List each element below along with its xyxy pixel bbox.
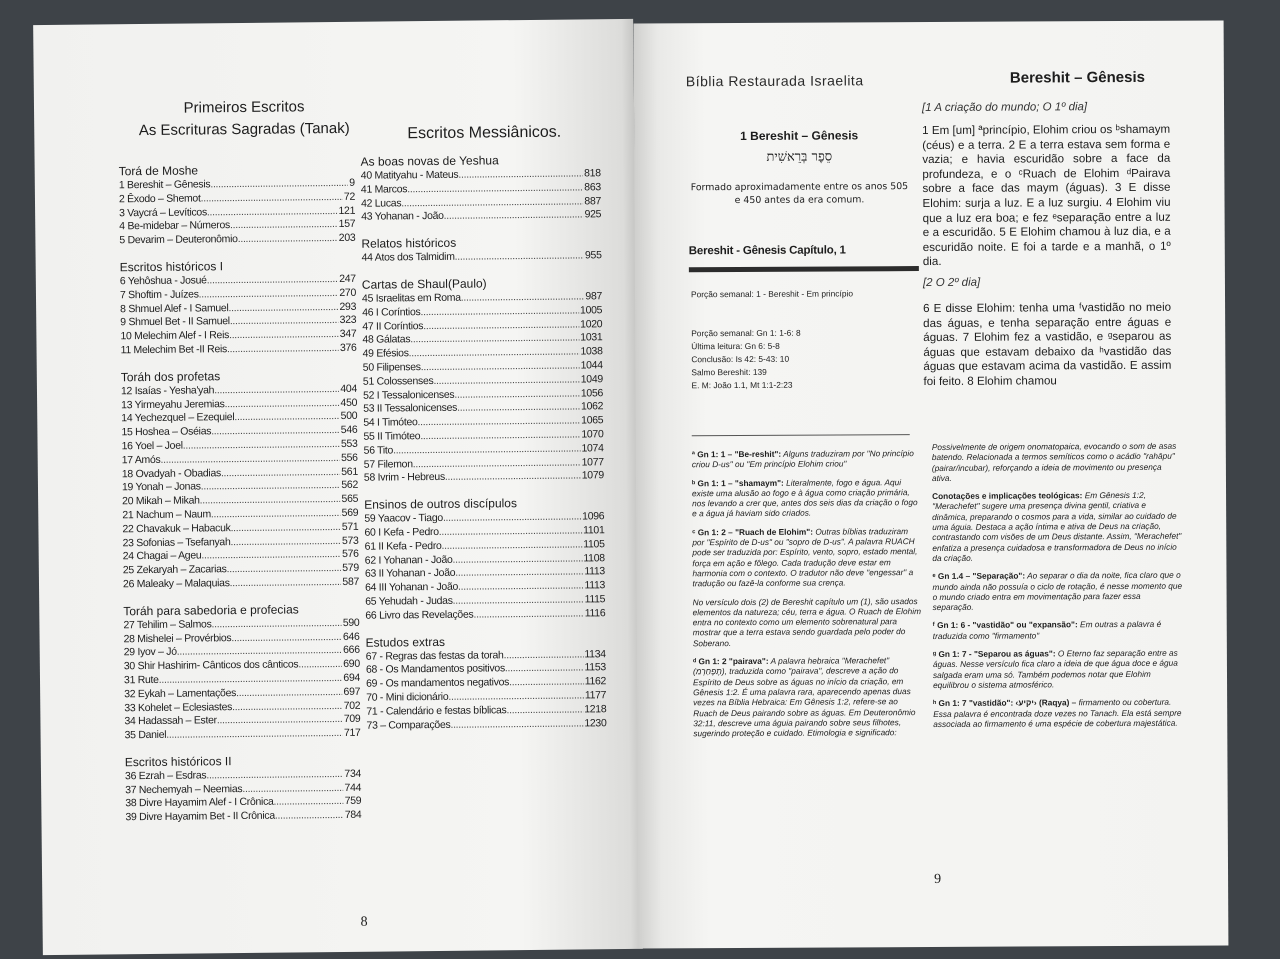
toc-entry bbox=[364, 470, 604, 486]
toc-entry-page: 646 bbox=[342, 630, 360, 643]
toc-entry-page: 587 bbox=[342, 575, 360, 588]
toc-leader-dots bbox=[444, 209, 584, 224]
toc-entry-title: 27 Tehilim – Salmos bbox=[123, 618, 212, 631]
toc-entry-page: 1113 bbox=[584, 579, 606, 592]
toc-leader-dots bbox=[454, 387, 580, 402]
toc-entry-page: 579 bbox=[342, 561, 359, 575]
toc-entry-title: 7 Shoftim - Juízes bbox=[119, 288, 199, 302]
running-header-right: Bereshit – Gênesis bbox=[1009, 68, 1145, 87]
toc-entry bbox=[120, 342, 356, 358]
toc-entry-page: 987 bbox=[585, 290, 603, 303]
toc-entry-page: 1074 bbox=[581, 441, 604, 455]
toc-entry-title: 33 Kohelet – Eclesiastes bbox=[124, 700, 233, 714]
toc-entry-page: 562 bbox=[341, 479, 359, 492]
toc-entry-page: 347 bbox=[339, 327, 357, 341]
toc-entry-title: 43 Yohanan - João bbox=[361, 210, 444, 224]
toc-entry-title: 20 Mikah – Mikah bbox=[122, 494, 200, 508]
toc-entry-page: 818 bbox=[584, 167, 601, 180]
toc-entry-title: 4 Be-midebar – Números bbox=[119, 219, 231, 233]
toc-leader-dots bbox=[506, 703, 583, 718]
page-number-left: 8 bbox=[360, 914, 368, 930]
toc-leader-dots bbox=[439, 524, 582, 539]
toc-entry-title: 14 Yechezquel – Ezequiel bbox=[121, 411, 235, 425]
toc-entry-title: 17 Amós bbox=[121, 453, 161, 467]
toc-entry-title: 70 - Mini dicionário bbox=[366, 690, 449, 704]
footnote bbox=[933, 619, 1183, 641]
toc-entry-page: 565 bbox=[341, 492, 359, 506]
toc-entry-title: 13 Yirmeyahu Jeremias bbox=[121, 397, 225, 411]
toc-entry-page: 925 bbox=[584, 208, 602, 221]
toc-entry-page: 323 bbox=[339, 314, 357, 327]
readings-list bbox=[691, 326, 921, 392]
toc-leader-dots bbox=[234, 410, 339, 425]
toc-entry-page: 9 bbox=[349, 176, 355, 189]
toc-entry bbox=[366, 717, 606, 733]
toc-leader-dots bbox=[242, 782, 343, 797]
toc-entry bbox=[125, 727, 361, 743]
toc-entry-page: 863 bbox=[584, 181, 601, 194]
toc-leader-dots bbox=[275, 809, 344, 824]
footnotes-left bbox=[692, 448, 924, 747]
toc-column-tanak bbox=[119, 162, 362, 826]
toc-entry-page: 1113 bbox=[584, 565, 605, 578]
page-number-right: 9 bbox=[934, 871, 942, 887]
toc-entry-page: 1230 bbox=[584, 716, 607, 729]
chapter-heading: Bereshit - Gênesis Capítulo, 1 bbox=[688, 244, 846, 258]
toc-entry-page: 561 bbox=[341, 465, 358, 478]
toc-leader-dots bbox=[207, 273, 339, 288]
toc-leader-dots bbox=[450, 717, 583, 732]
toc-leader-dots bbox=[200, 191, 342, 206]
toc-entry-title: 9 Shmuel Bet - II Samuel bbox=[120, 315, 230, 329]
toc-entry-title: 11 Melechim Bet -II Reis bbox=[120, 343, 228, 357]
toc-section-heading: Ensinos de outros discípulos bbox=[364, 496, 518, 512]
footnote-rule bbox=[692, 434, 910, 436]
toc-entry-title: 62 I Yohanan - João bbox=[364, 553, 453, 567]
verse-block-1: 1 Em [um] ªprincípio, Elohim criou os ᵇshamaym (céus) e a terra. 2 E a terra estava sem forma e vazia; e havia escuridão sobre a face da profundeza, e o ᶜRuach de Elohim ᵈPairava sobre a face das maym (águas). 3 E disse Elohim: surja a luz. E a luz surgiu. 4 Elohim viu que a luz era boa; e fez ᵉseparação entre a luz e a escuridão. 5 E Elohim chamou à luz dia, e a escuridão noite. E foi a tarde e a manhã, o 1º dia. bbox=[922, 122, 1171, 269]
toc-entry-title: 21 Nachum – Naum bbox=[122, 508, 211, 522]
toc-entry-page: 1062 bbox=[580, 400, 604, 413]
toc-entry-page: 1049 bbox=[580, 372, 603, 386]
toc-entry-title: 39 Divre Hayamim Bet - II Crônica bbox=[125, 809, 275, 824]
toc-entry-title: 56 Tito bbox=[363, 444, 394, 457]
footnote-ref: ᵉ Gn 1.4 – "Separação": bbox=[932, 570, 1026, 582]
reading-line: Última leitura: Gn 6: 5-8 bbox=[691, 340, 780, 352]
toc-entry-title: 5 Devarim – Deuteronômio bbox=[119, 233, 238, 247]
footnote bbox=[693, 655, 923, 739]
footnote bbox=[692, 477, 922, 519]
toc-entry-title: 49 Efésios bbox=[362, 347, 409, 360]
footnote bbox=[933, 697, 1183, 729]
toc-entry-page: 1056 bbox=[580, 386, 604, 400]
toc-leader-dots bbox=[166, 727, 343, 743]
toc-leader-dots bbox=[505, 662, 584, 677]
toc-entry-page: 1038 bbox=[580, 345, 603, 358]
toc-entry-title: 2 Êxodo – Shemot bbox=[118, 192, 201, 206]
toc-entry-title: 28 Mishelei – Provérbios bbox=[123, 631, 232, 645]
toc-section-heading: Torá de Moshe bbox=[118, 163, 199, 179]
toc-entry-page: 697 bbox=[343, 685, 361, 698]
reading-line: Salmo Bereshit: 139 bbox=[691, 366, 767, 378]
toc-leader-dots bbox=[455, 566, 583, 581]
toc-leader-dots bbox=[230, 218, 338, 233]
toc-entry-title: 19 Yonah – Jonas bbox=[121, 480, 201, 494]
toc-entry-page: 569 bbox=[341, 506, 359, 519]
toc-leader-dots bbox=[231, 630, 342, 645]
toc-entry-page: 1162 bbox=[584, 675, 607, 688]
section-heading-day2: [2 O 2º dia] bbox=[922, 276, 981, 290]
toc-leader-dots bbox=[201, 479, 341, 494]
toc-entry-title: 6 Yehôshua - Josué bbox=[119, 274, 207, 288]
toc-entry-page: 270 bbox=[339, 286, 357, 299]
toc-leader-dots bbox=[211, 617, 341, 632]
footnote-text: O Eterno faz separação entre as águas. Nesse versículo fica claro a ideia de que água doce e água salgada eram uma só. Também podemos notar que Elohim equilibrou o sistema atmosférico. bbox=[932, 647, 1178, 690]
footnote-ref: ᵇ Gn 1: 1 – "shamaym": bbox=[691, 477, 784, 488]
toc-leader-dots bbox=[238, 232, 338, 247]
toc-leader-dots bbox=[230, 521, 340, 536]
toc-entry-title: 15 Hoshea – Oséias bbox=[121, 425, 212, 439]
toc-section-heading: Relatos históricos bbox=[361, 235, 457, 251]
toc-entry-title: 47 II Coríntios bbox=[362, 319, 424, 333]
toc-entry-page: 1031 bbox=[580, 331, 603, 344]
toc-entry-page: 1020 bbox=[580, 317, 603, 331]
toc-leader-dots bbox=[211, 507, 341, 522]
toc-leader-dots bbox=[217, 713, 343, 728]
chapter-rule bbox=[689, 266, 919, 272]
reading-line: Conclusão: Is 42: 5-43: 10 bbox=[691, 353, 790, 365]
toc-entry-page: 450 bbox=[340, 396, 358, 409]
toc-title-primeiros: Primeiros Escritos bbox=[183, 98, 305, 117]
footnote-ref: Conotações e implicações teológicas: bbox=[932, 490, 1083, 502]
toc-entry-title: 53 II Tessalonicenses bbox=[363, 402, 458, 416]
toc-leader-dots bbox=[232, 699, 343, 714]
toc-entry-page: 553 bbox=[340, 437, 358, 450]
toc-column-messianic bbox=[361, 152, 607, 733]
toc-leader-dots bbox=[457, 401, 580, 416]
footnote-text: Possivelmente de origem onomatopaica, evocando o som de asas batendo. Relacionada a termos semíticos como o acádio "rahāpu" (pairar/incubar), reforçando a ideia de movimento ou presença ativa. bbox=[931, 440, 1177, 483]
toc-entry-title: 64 III Yohanan - João bbox=[364, 580, 459, 594]
toc-entry-page: 121 bbox=[338, 204, 356, 217]
toc-entry-page: 1105 bbox=[583, 537, 605, 551]
reading-line: Porção semanal: Gn 1: 1-6: 8 bbox=[691, 327, 801, 339]
toc-leader-dots bbox=[453, 593, 584, 608]
toc-title-messianicos: Escritos Messiânicos. bbox=[407, 123, 562, 143]
toc-leader-dots bbox=[461, 290, 585, 305]
toc-entry-page: 1096 bbox=[582, 510, 605, 523]
footnote bbox=[932, 441, 1182, 483]
toc-entry-title: 57 Filemon bbox=[363, 457, 413, 471]
toc-entry-page: 1079 bbox=[581, 469, 604, 482]
toc-entry-title: 50 Filipenses bbox=[362, 361, 421, 374]
footnote-text: A palavra hebraica "Merachefet" (תֶפֶחַרְמ), traduzida como "pairava", descreve a ação do Espírito de Deus sobre as águas no início da criação, em Gênesis 1:2. É uma palavra rara, aparecendo apenas duas vezes na Bíblia Hebraica: Em Gênesis 1:2, refere-se ao Ruach de Deus pairando sobre as águas. Em Deuteronômio 32:11, descreve uma águia pairando sobre seus filhotes, sugerindo proteção e cuidado. Etimologia e significado: bbox=[692, 655, 916, 739]
toc-entry bbox=[123, 576, 359, 592]
toc-entry-title: 32 Eykah – Lamentações bbox=[124, 686, 237, 700]
toc-leader-dots bbox=[448, 689, 584, 704]
toc-entry-page: 546 bbox=[340, 423, 358, 437]
toc-entry-page: 690 bbox=[343, 657, 360, 671]
toc-entry-title: 12 Isaías - Yesha'yah bbox=[120, 384, 215, 398]
footnote-ref: ª Gn 1: 1 – "Be-reshit": bbox=[691, 448, 782, 460]
toc-leader-dots bbox=[229, 328, 339, 343]
toc-entry-page: 247 bbox=[339, 272, 356, 285]
toc-entry-title: 44 Atos dos Talmidim bbox=[361, 250, 455, 264]
toc-leader-dots bbox=[236, 686, 343, 701]
running-header-left: Bíblia Restaurada Israelita bbox=[685, 72, 864, 90]
toc-entry-title: 52 I Tessalonicenses bbox=[362, 388, 455, 402]
footnote-text: Literalmente, fogo e água. Aqui existe uma alusão ao fogo e à água como criação primária, nos levando a crer que, antes dos seis dias da criação o fogo e a água já haviam sido criados. bbox=[692, 476, 918, 519]
toc-leader-dots bbox=[199, 287, 339, 302]
toc-entry-page: 702 bbox=[343, 699, 361, 712]
toc-entry-title: 10 Melechim Alef - I Reis bbox=[120, 329, 230, 343]
section-heading-day1: [1 A criação do mundo; O 1º dia] bbox=[921, 101, 1088, 115]
toc-leader-dots bbox=[504, 648, 584, 663]
toc-entry-title: 67 - Regras das festas da torah bbox=[365, 648, 504, 663]
toc-section-heading: Cartas de Shaul(Paulo) bbox=[361, 276, 487, 292]
toc-leader-dots bbox=[230, 535, 341, 550]
toc-entry-title: 16 Yoel – Joel bbox=[121, 439, 183, 453]
toc-entry-title: 51 Colossenses bbox=[362, 374, 434, 388]
footnote-text: Em Gênesis 1:2, "Merachefet" sugere uma presença divina gentil, criativa e dinâmica, preparando o cosmos para a vida, similar ao cuidado de uma águia. Destaca a ação íntima e ativa de Deus na criação, contrastando com visões de um Deus distante. Assim, "Merachefet" enfatiza a presença cuidadosa e transformadora de Deus no início da criação. bbox=[932, 490, 1182, 563]
footnote bbox=[932, 570, 1182, 612]
toc-entry-title: 29 Iyov – Jó bbox=[123, 646, 177, 659]
toc-entry-page: 1108 bbox=[583, 551, 605, 564]
toc-entry bbox=[361, 209, 601, 225]
footnote-ref: ʰ Gn 1: 7 "vastidão": ‹יקיע› (Raqya) – bbox=[933, 697, 1077, 709]
toc-entry-page: 576 bbox=[342, 548, 359, 561]
toc-entry-title: 23 Sofonias – Tsefanyah bbox=[122, 535, 231, 549]
toc-entry-page: 955 bbox=[584, 249, 602, 262]
toc-leader-dots bbox=[206, 768, 343, 783]
toc-entry-title: 35 Daniel bbox=[124, 728, 167, 742]
footnote bbox=[692, 448, 922, 470]
toc-entry-title: 66 Livro das Revelações bbox=[365, 608, 474, 622]
toc-entry-title: 38 Divre Hayamim Alef - I Crônica bbox=[125, 796, 274, 810]
toc-entry-page: 203 bbox=[338, 231, 356, 245]
toc-leader-dots bbox=[443, 511, 581, 526]
toc-leader-dots bbox=[201, 548, 341, 563]
toc-entry-title: 25 Zekaryah – Zacarias bbox=[122, 563, 227, 577]
toc-leader-dots bbox=[221, 466, 340, 481]
toc-title-tanak: As Escrituras Sagradas (Tanak) bbox=[138, 119, 350, 140]
toc-entry-page: 717 bbox=[343, 726, 361, 740]
footnote bbox=[693, 596, 923, 649]
toc-entry-page: 1134 bbox=[584, 647, 606, 660]
toc-entry-page: 1218 bbox=[584, 702, 607, 716]
footnote-ref: ᶠ Gn 1: 6 - "vastidão" ou "expansão": bbox=[932, 619, 1078, 631]
toc-entry-title: 31 Rute bbox=[123, 673, 159, 687]
toc-entry bbox=[125, 809, 361, 825]
toc-entry-page: 1077 bbox=[581, 455, 604, 468]
toc-entry-title: 65 Yehudah - Judas bbox=[365, 594, 453, 608]
weekly-portion: Porção semanal: 1 - Bereshit - Em princípio bbox=[690, 288, 854, 300]
toc-section-heading: Escritos históricos I bbox=[119, 259, 224, 275]
toc-entry bbox=[119, 232, 355, 248]
footnote-text: firmamento ou cobertura. Essa palavra é encontrada doze vezes no Tanach. Ela está sempre associada ao firmamento é uma espécie de cobertura majestática. bbox=[933, 696, 1182, 729]
toc-entry-title: 60 I Kefa - Pedro bbox=[364, 525, 439, 539]
toc-entry-title: 34 Hadassah – Ester bbox=[124, 714, 217, 728]
toc-entry-title: 46 I Coríntios bbox=[362, 305, 421, 319]
toc-leader-dots bbox=[452, 552, 582, 567]
toc-leader-dots bbox=[458, 167, 583, 182]
toc-entry-title: 22 Chavakuk – Habacuk bbox=[122, 521, 231, 535]
toc-leader-dots bbox=[228, 301, 338, 316]
toc-leader-dots bbox=[441, 538, 582, 553]
toc-entry-title: 63 II Yohanan - João bbox=[364, 567, 456, 581]
toc-leader-dots bbox=[298, 658, 342, 672]
toc-entry-page: 887 bbox=[584, 194, 602, 207]
toc-entry-title: 71 - Calendário e festas bíblicas bbox=[366, 703, 507, 718]
toc-entry-page: 784 bbox=[344, 809, 362, 822]
reading-line: E. M: João 1.1, Mt 1:1-2:23 bbox=[691, 379, 793, 391]
toc-entry-title: 68 - Os Mandamentos positivos bbox=[365, 662, 505, 677]
toc-entry-page: 1005 bbox=[579, 304, 603, 317]
toc-entry-title: 69 - Os mandamentos negativos bbox=[365, 676, 510, 690]
toc-leader-dots bbox=[200, 493, 341, 508]
toc-leader-dots bbox=[227, 342, 339, 357]
footnote-text: No versículo dois (2) de Bereshit capítulo um (1), são usados elementos da natureza; céu, terra e água. O Ruach de Elohim entra no contexto como um elemento sobrenatural para mostrar que a terra estava sendo guardada pelo poder do Soberano. bbox=[692, 595, 922, 648]
toc-entry-page: 666 bbox=[343, 644, 360, 657]
hebrew-title: סֵפֶר בְּרֵאשִׁית bbox=[766, 149, 833, 165]
footnote bbox=[933, 648, 1183, 690]
toc-entry-title: 1 Bereshit – Gênesis bbox=[118, 178, 211, 192]
toc-entry-page: 694 bbox=[343, 671, 361, 684]
toc-entry bbox=[365, 607, 605, 623]
footnote-ref: ᶜ Gn 1: 2 – "Ruach de Elohim": bbox=[692, 526, 814, 538]
toc-entry-page: 157 bbox=[338, 218, 356, 231]
footnote-text: Outras bíblias traduziram por "Espírito de D-us" ou "sopro de D-us". A palavra RUACH pode ser traduzida por: Espírito, vento, sopro, estado mental, força em ação e fôlego. Cada tradução deve estar em harmonia com o contexto. O tradutor não deve "engessar" a tradução ou fazê-la conforme sua crença. bbox=[692, 525, 918, 589]
toc-section-heading: Escritos históricos II bbox=[124, 754, 232, 770]
formed-note: Formado aproximadamente entre os anos 505 e 450 antes da era comum. bbox=[690, 181, 909, 207]
toc-entry bbox=[362, 249, 602, 265]
toc-leader-dots bbox=[211, 424, 340, 439]
toc-entry-page: 1065 bbox=[581, 414, 604, 427]
toc-leader-dots bbox=[458, 580, 584, 595]
footnote-text: Ao separar o dia da noite, fica claro que o mundo ainda não possuía o ciclo de rotação, é nesse momento que o mundo criado entra em movimentação para fazer essa separação. bbox=[932, 569, 1183, 613]
toc-entry-page: 709 bbox=[343, 713, 361, 726]
toc-entry-title: 59 Yaacov - Tiago bbox=[364, 512, 443, 525]
footnote-ref: ᵈ Gn 1: 2 "pairava": bbox=[692, 655, 769, 667]
toc-entry-page: 1070 bbox=[581, 428, 604, 441]
toc-leader-dots bbox=[207, 205, 338, 220]
toc-leader-dots bbox=[230, 576, 342, 591]
toc-entry-title: 61 II Kefa - Pedro bbox=[364, 539, 442, 553]
toc-entry-page: 500 bbox=[340, 410, 358, 423]
toc-entry-page: 1044 bbox=[580, 359, 603, 372]
toc-leader-dots bbox=[273, 795, 343, 810]
footnote bbox=[692, 526, 922, 589]
toc-entry-page: 1116 bbox=[584, 606, 606, 620]
toc-entry-page: 571 bbox=[341, 520, 359, 533]
toc-entry-title: 54 I Timóteo bbox=[363, 416, 418, 429]
toc-entry-title: 8 Shmuel Alef - I Samuel bbox=[120, 301, 229, 315]
toc-entry-page: 72 bbox=[343, 190, 356, 203]
footnotes-right bbox=[932, 441, 1184, 737]
toc-leader-dots bbox=[226, 562, 341, 577]
toc-entry-title: 55 II Timóteo bbox=[363, 430, 421, 443]
toc-leader-dots bbox=[445, 470, 581, 485]
toc-entry-title: 36 Ezrah – Esdras bbox=[124, 769, 207, 783]
book-title: 1 Bereshit – Gênesis bbox=[740, 128, 859, 143]
toc-section-heading: As boas novas de Yeshua bbox=[360, 153, 499, 169]
footnote bbox=[932, 490, 1182, 563]
toc-leader-dots bbox=[509, 676, 584, 691]
toc-entry-title: 58 Ivrim - Hebreus bbox=[363, 471, 445, 485]
verse-block-2: 6 E disse Elohim: tenha uma ᶠvastidão no meio das águas, e tenha separação entre águas e águas. 7 Elohim fez a vastidão, e ᵍseparou as águas que estavam debaixo da ʰvastidão das águas que estavam acima da vastidão. E assim foi feito. 8 Elohim chamou bbox=[923, 300, 1172, 389]
footnote-ref: ᵍ Gn 1: 7 - "Separou as águas": bbox=[932, 648, 1056, 660]
toc-entry-page: 1101 bbox=[583, 524, 605, 537]
footnote-text: Alguns traduziram por "No princípio criou D-us" ou "Em princípio Elohim criou" bbox=[691, 448, 914, 470]
right-page bbox=[634, 20, 1229, 948]
toc-entry-title: 18 Ovadyah - Obadias bbox=[121, 466, 221, 480]
toc-entry-page: 1115 bbox=[584, 593, 606, 606]
toc-entry-title: 3 Vaycrá – Levíticos bbox=[119, 205, 207, 219]
toc-entry-page: 590 bbox=[342, 616, 360, 629]
toc-entry-title: 26 Maleaky – Malaquias bbox=[122, 577, 230, 591]
toc-leader-dots bbox=[473, 607, 583, 622]
toc-entry-page: 404 bbox=[340, 382, 358, 395]
toc-entry-title: 41 Marcos bbox=[360, 183, 408, 196]
toc-entry-title: 48 Gálatas bbox=[362, 333, 411, 347]
toc-section-heading: Toráh para sabedoria e profecias bbox=[123, 602, 299, 618]
toc-entry-page: 293 bbox=[339, 300, 357, 313]
toc-entry-title: 40 Matityahu - Mateus bbox=[360, 168, 459, 182]
toc-entry-title: 45 Israelitas em Roma bbox=[361, 291, 461, 305]
footnote-text: Em outras a palavra é traduzida como "firmamento" bbox=[932, 619, 1162, 641]
toc-leader-dots bbox=[210, 177, 348, 192]
toc-entry-page: 376 bbox=[339, 341, 357, 354]
toc-leader-dots bbox=[455, 250, 584, 265]
toc-section-heading: Estudos extras bbox=[365, 634, 446, 650]
toc-entry-page: 573 bbox=[341, 534, 359, 547]
toc-entry-page: 1153 bbox=[584, 661, 606, 674]
toc-entry-title: 37 Nechemyah – Neemias bbox=[125, 782, 243, 796]
toc-entry-page: 556 bbox=[341, 451, 358, 464]
toc-entry-page: 734 bbox=[344, 767, 362, 780]
toc-entry-title: 73 – Comparações bbox=[366, 718, 451, 732]
toc-entry-page: 1177 bbox=[584, 689, 607, 702]
toc-entry-title: 30 Shir Hashirim- Cânticos dos cânticos bbox=[123, 658, 299, 673]
toc-leader-dots bbox=[214, 383, 339, 398]
toc-entry-title: 42 Lucas bbox=[360, 196, 402, 210]
toc-entry-page: 759 bbox=[344, 795, 362, 808]
toc-entry-title: 24 Chagai – Ageu bbox=[122, 549, 202, 563]
toc-entry-page: 744 bbox=[344, 781, 362, 794]
toc-leader-dots bbox=[224, 397, 339, 412]
toc-section-heading: Toráh dos profetas bbox=[120, 368, 221, 385]
toc-leader-dots bbox=[230, 314, 339, 329]
left-page bbox=[33, 19, 643, 955]
